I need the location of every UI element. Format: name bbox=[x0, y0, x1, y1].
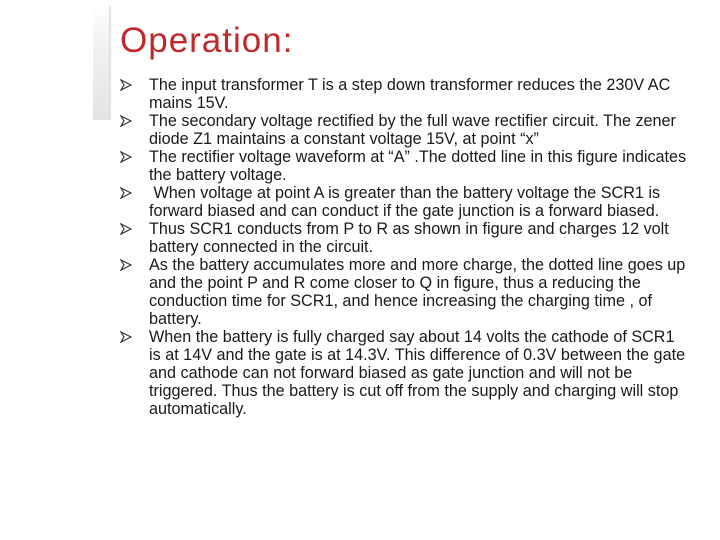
bullet-item bbox=[120, 184, 690, 220]
bullet-item bbox=[120, 76, 690, 112]
arrowhead-bullet-icon bbox=[120, 223, 132, 235]
arrowhead-bullet-icon bbox=[120, 151, 132, 163]
bullet-item bbox=[120, 148, 690, 184]
bullet-item bbox=[120, 112, 690, 148]
arrowhead-bullet-icon bbox=[120, 79, 132, 91]
arrowhead-bullet-icon bbox=[120, 259, 132, 271]
arrowhead-bullet-icon bbox=[120, 331, 132, 343]
bullet-item bbox=[120, 220, 690, 256]
bullet-text: The secondary voltage rectified by the full wave rectifier circuit. The zener diode Z1 maintains a constant voltage 15V, at point “x” bbox=[149, 112, 676, 148]
bullet-item bbox=[120, 256, 690, 328]
bullet-text: When the battery is fully charged say about 14 volts the cathode of SCR1 is at 14V and the gate is at 14.3V. This difference of 0.3V between the gate and cathode can not forward biased as gate junction and will not be triggered. Thus the battery is cut off from the supply and charging will stop automatically. bbox=[149, 328, 686, 418]
decorative-side-bar bbox=[93, 6, 109, 120]
arrowhead-bullet-icon bbox=[120, 115, 132, 127]
bullet-list bbox=[120, 76, 690, 418]
decorative-side-bar-shadow bbox=[109, 6, 112, 120]
bullet-text: As the battery accumulates more and more charge, the dotted line goes up and the point P and R come closer to Q in figure, thus a reducing the conduction time for SCR1, and hence increasing the charging time , of battery. bbox=[149, 256, 686, 328]
bullet-text: The rectifier voltage waveform at “A” .The dotted line in this figure indicates the battery voltage. bbox=[149, 148, 687, 184]
bullet-item bbox=[120, 328, 690, 418]
bullet-text: Thus SCR1 conducts from P to R as shown in figure and charges 12 volt battery connected in the circuit. bbox=[149, 220, 669, 256]
slide-title: Operation: bbox=[120, 21, 294, 60]
arrowhead-bullet-icon bbox=[120, 187, 132, 199]
bullet-text: When voltage at point A is greater than the battery voltage the SCR1 is forward biased and can conduct if the gate junction is a forward biased. bbox=[149, 184, 665, 220]
bullet-text: The input transformer T is a step down transformer reduces the 230V AC mains 15V. bbox=[149, 76, 671, 112]
